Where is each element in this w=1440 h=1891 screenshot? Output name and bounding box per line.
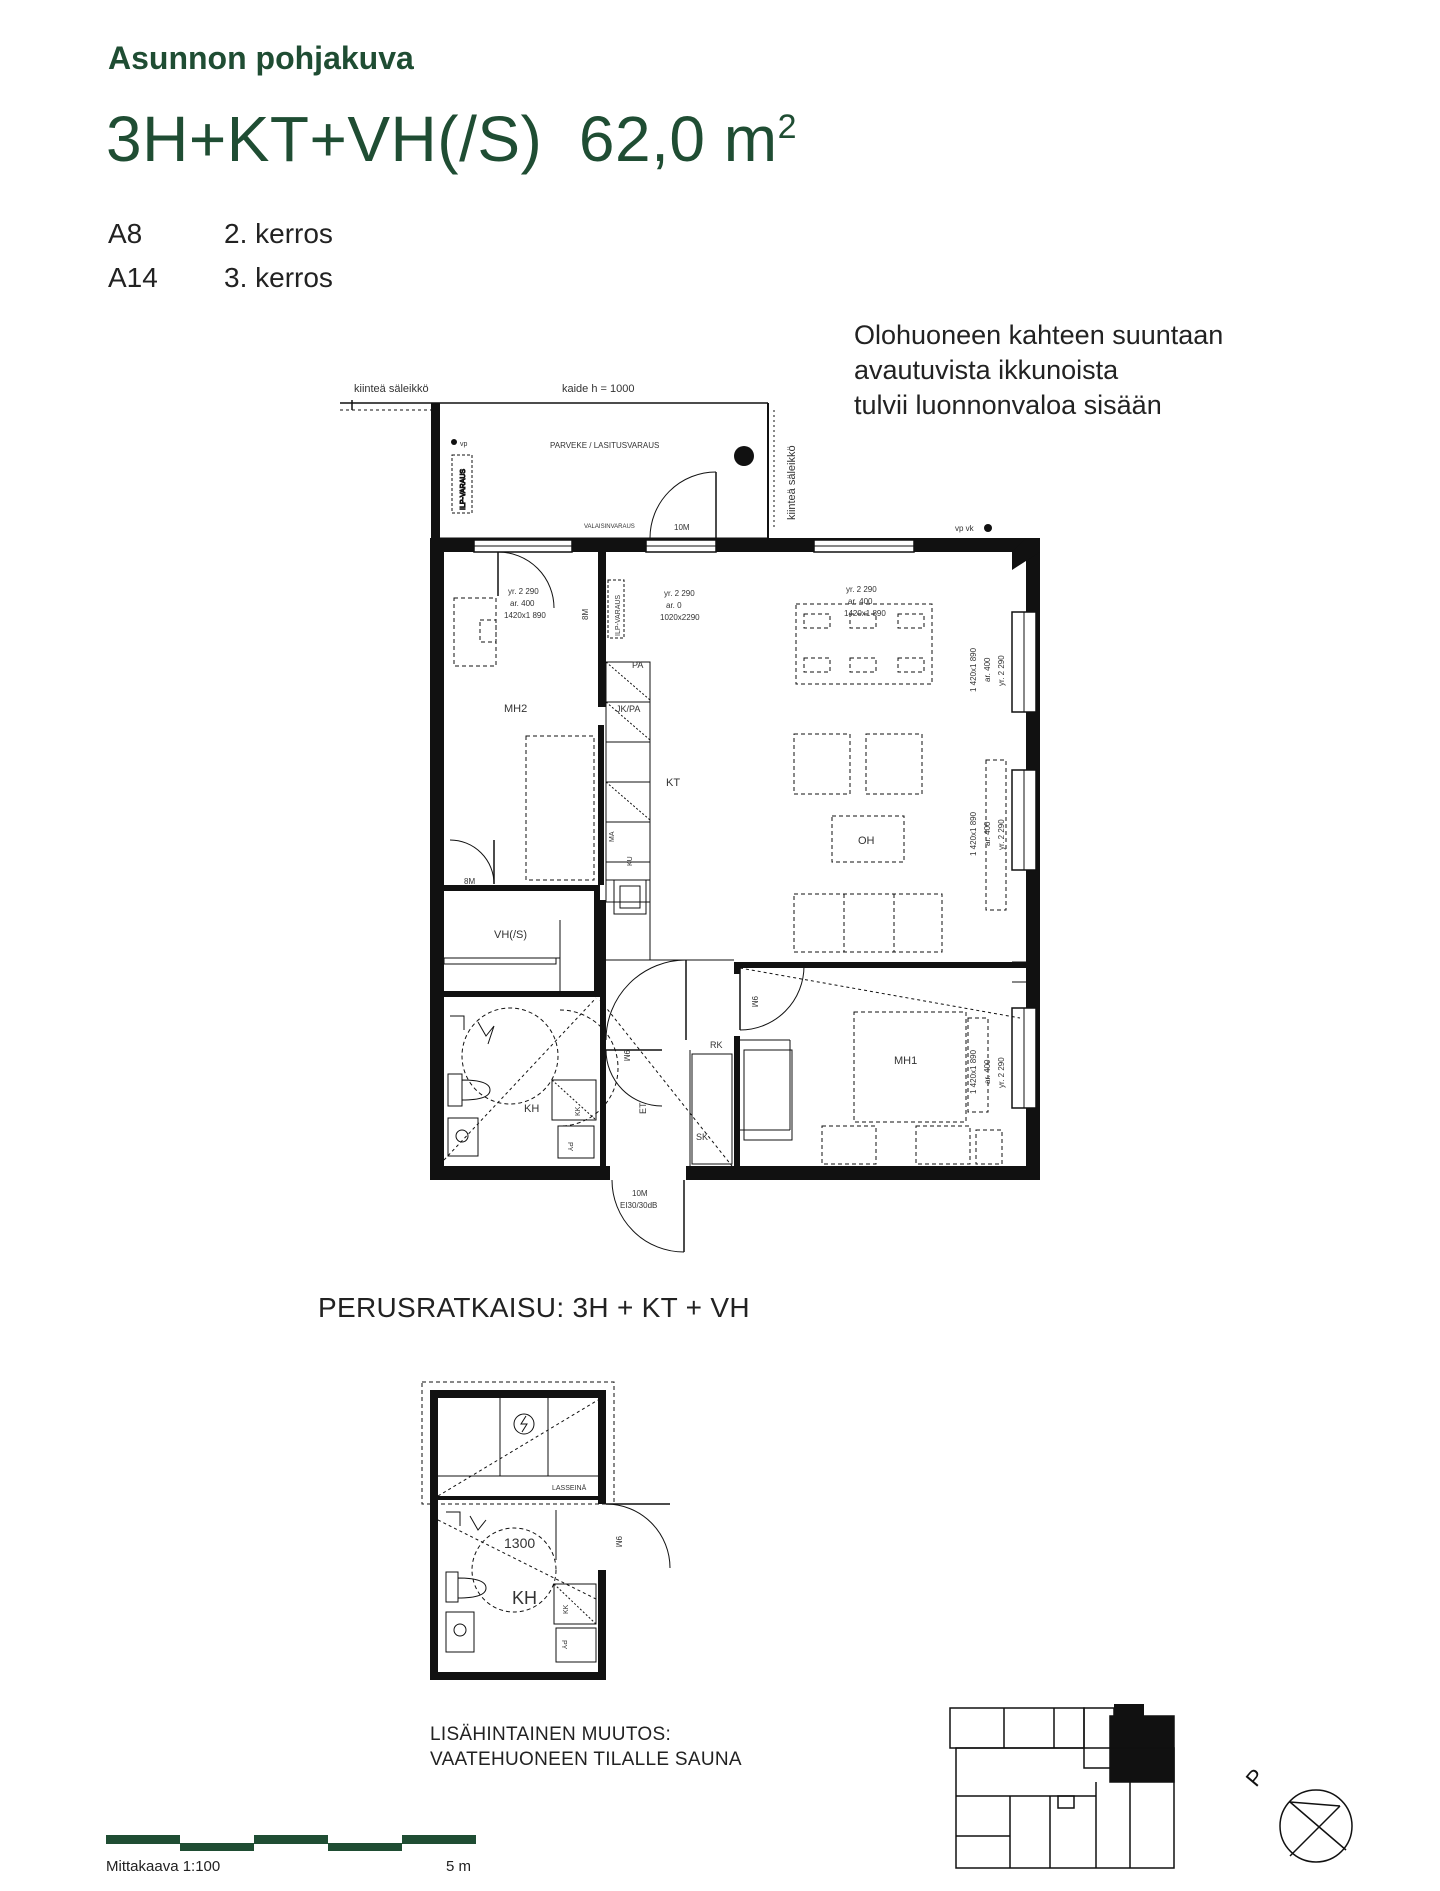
window-kt-line: 1020x2290 (660, 613, 700, 622)
furniture (454, 598, 1006, 1164)
room-vh-label: VH(/S) (494, 929, 527, 941)
option-9m-label: 9M (614, 1536, 623, 1548)
room-mh1-label: MH1 (894, 1055, 918, 1067)
apartment-floor: 3. kerros (224, 262, 333, 293)
fixed-slats-side-label: kiinteä säleikkö (786, 445, 798, 520)
vp-vk-marker (984, 524, 992, 532)
feature-line: Olohuoneen kahteen suuntaan (854, 320, 1224, 350)
window-kt-line: ar. 0 (666, 601, 682, 610)
option-kh-label: KH (512, 1588, 538, 1608)
window-oh-right2-line: 1 420x1 890 (969, 811, 978, 856)
apartment-type: 3H+KT+VH(/S) (106, 103, 543, 175)
sauna-bench-label: LASSEINÄ (552, 1485, 587, 1492)
option-description (430, 1722, 742, 1772)
window-mh2-line: yr. 2 290 (508, 587, 539, 596)
building-key-plan (950, 1704, 1174, 1868)
vp-label: vp (460, 441, 468, 448)
room-kh-label: KH (524, 1103, 540, 1115)
room-rk-label: RK (710, 1040, 723, 1050)
top-windows (474, 540, 914, 552)
railing-label: kaide h = 1000 (562, 383, 635, 395)
option-line: VAATEHUONEEN TILALLE SAUNA (430, 1749, 742, 1770)
room-mh2-label: MH2 (504, 703, 528, 715)
balcony (340, 400, 774, 538)
window-oh-right1-line: yr. 2 290 (997, 655, 1006, 686)
window-oh-top-line: ar. 400 (848, 597, 873, 606)
vp-vk-label: vp vk (955, 524, 974, 533)
door-8m-top-label: 8M (581, 608, 590, 620)
lighting-reserve-label: VALAISINVARAUS (584, 524, 635, 530)
base-solution-label: PERUSRATKAISU: 3H + KT + VH (318, 1292, 750, 1323)
compass-icon (1280, 1790, 1352, 1862)
window-mh1-line: 1 420x1 890 (969, 1049, 978, 1094)
feature-line: tulvii luonnonvaloa sisään (854, 390, 1162, 420)
window-oh-top-line: yr. 2 290 (846, 585, 877, 594)
appliance-py-label: PY (566, 1142, 573, 1152)
interior-walls (444, 552, 1032, 1172)
scale-end-label: 5 m (446, 1858, 472, 1875)
option-kk-label: KK (563, 1604, 570, 1614)
option-floor-plan (422, 1382, 670, 1680)
apartment-floor: 2. kerros (224, 218, 333, 249)
room-oh-label: OH (858, 835, 875, 847)
window-dimensions (504, 585, 1006, 1094)
kitchen-ma-label: MA (609, 831, 616, 842)
feature-line: avautuvista ikkunoista (854, 355, 1119, 385)
window-oh-right1-line: ar. 400 (983, 657, 992, 682)
kitchen-pa-label: PA (632, 660, 644, 670)
fixed-slats-top-label: kiinteä säleikkö (354, 383, 429, 395)
appliance-kk-label: KK (575, 1106, 582, 1116)
compass-north-label: P (1240, 1763, 1270, 1792)
window-mh1-line: ar. 400 (983, 1059, 992, 1084)
page-subtitle: Asunnon pohjakuva (108, 40, 414, 76)
entrance-door-class: EI30/30dB (620, 1201, 658, 1210)
kitchen-jkpa-label: JK/PA (616, 704, 641, 714)
apartment-area: 62,0 m (578, 103, 778, 175)
area-unit-superscript: 2 (777, 108, 797, 146)
mh1-cabinets (692, 1050, 792, 1164)
room-et-label: ET (638, 1102, 648, 1114)
room-sk-label: SK (696, 1132, 709, 1142)
apartment-code: A8 (108, 218, 143, 249)
main-floor-plan (340, 383, 1040, 1252)
window-oh-right2-line: yr. 2 290 (997, 819, 1006, 850)
right-windows (1012, 612, 1040, 1108)
kitchen-ku-label: KU (627, 856, 634, 866)
window-oh-top-line: 1420x1 890 (844, 609, 886, 618)
ilp-reservation-label: ILP-VARAUS (460, 468, 467, 510)
window-mh2-line: 1420x1 890 (504, 611, 546, 620)
bathroom-fixtures (444, 998, 596, 1160)
door-8m-lower-label: 8M (464, 877, 476, 886)
door-9m-2-label: 9M (750, 996, 759, 1008)
door-10m-label: 10M (674, 523, 690, 532)
window-mh1-line: yr. 2 290 (997, 1057, 1006, 1088)
ilp-reservation-2-label: ILP-VARAUS (615, 594, 622, 636)
vh-shelf (444, 958, 556, 964)
option-dim-label: 1300 (504, 1535, 536, 1551)
option-py-label: PY (560, 1640, 567, 1650)
window-oh-right2-line: ar. 400 (983, 821, 992, 846)
door-9m-label: 9M (622, 1050, 631, 1062)
balcony-label: PARVEKE / LASITUSVARAUS (550, 441, 660, 450)
option-line: LISÄHINTAINEN MUUTOS: (430, 1724, 672, 1745)
scale-bar (106, 1835, 476, 1851)
entrance-door-label: 10M (632, 1189, 648, 1198)
window-kt-line: yr. 2 290 (664, 589, 695, 598)
window-mh2-line: ar. 400 (510, 599, 535, 608)
apartment-code: A14 (108, 262, 158, 293)
window-oh-right1-line: 1 420x1 890 (969, 647, 978, 692)
room-kt-label: KT (666, 777, 681, 789)
scale-label: Mittakaava 1:100 (106, 1858, 221, 1875)
kitchen-counter (606, 662, 650, 914)
